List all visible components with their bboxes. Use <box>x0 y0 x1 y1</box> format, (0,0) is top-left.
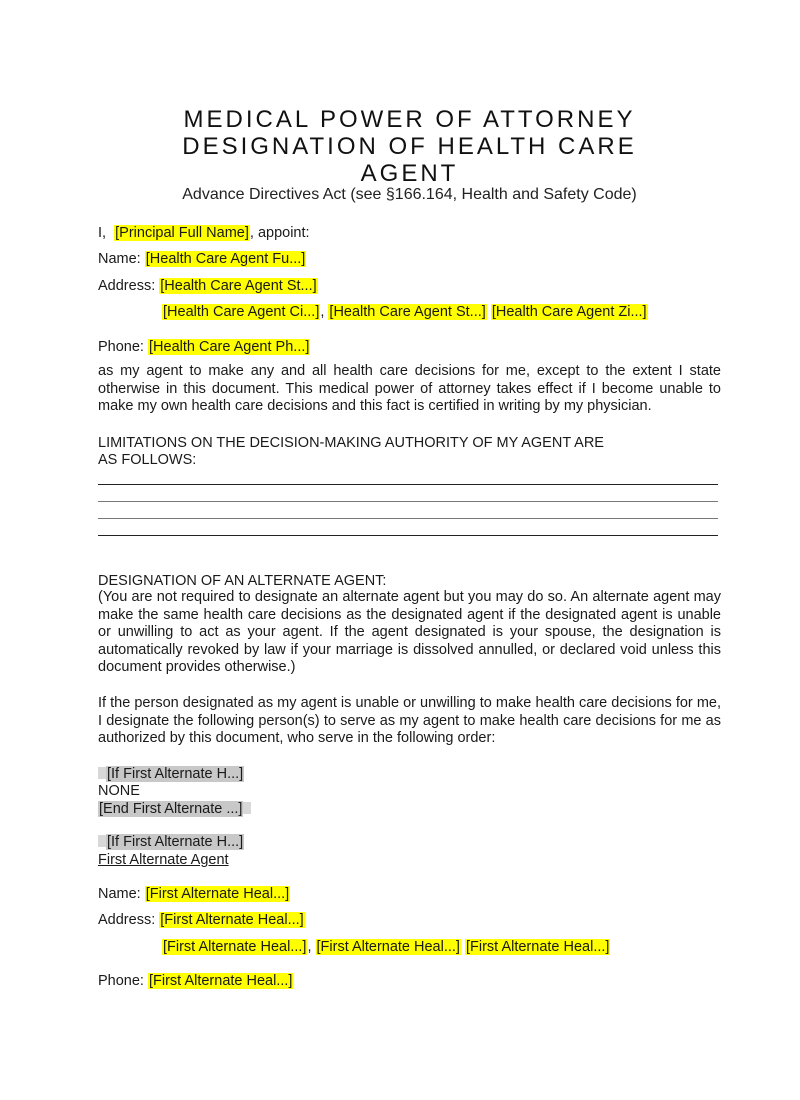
first-alternate-street-field[interactable]: [First Alternate Heal...] <box>160 912 304 928</box>
first-alternate-state-field[interactable]: [First Alternate Heal...] <box>316 939 460 955</box>
first-alternate-name-label: Name: <box>98 886 141 902</box>
first-alternate-zip-field[interactable]: [First Alternate Heal...] <box>466 939 610 955</box>
agent-city-sep: , <box>320 304 325 320</box>
limitations-heading-line-2: AS FOLLOWS: <box>98 452 197 468</box>
conditional-end-marker-icon <box>243 802 251 814</box>
limitations-blank-line-2[interactable] <box>98 501 718 502</box>
limitations-blank-line-4[interactable] <box>98 535 718 536</box>
agent-street-field[interactable]: [Health Care Agent St...] <box>160 278 317 294</box>
agent-name-line <box>98 250 306 268</box>
agent-city-state-zip-line <box>162 303 648 321</box>
agent-address-line <box>98 277 318 295</box>
first-alternate-address-label: Address: <box>98 912 156 928</box>
if-first-alternate-line-1 <box>98 765 244 783</box>
agent-phone-label: Phone: <box>98 339 144 355</box>
if-first-alternate-field-1[interactable]: [If First Alternate H...] <box>107 766 244 782</box>
alternate-heading: DESIGNATION OF AN ALTERNATE AGENT: <box>98 573 387 589</box>
if-first-alternate-field-2[interactable]: [If First Alternate H...] <box>107 834 244 850</box>
first-alternate-city-state-zip-line <box>162 938 610 956</box>
document-title-line-2: DESIGNATION OF HEALTH CARE <box>182 133 637 160</box>
principal-line <box>98 224 310 242</box>
first-alternate-agent-heading: First Alternate Agent <box>98 852 229 868</box>
document-title-line-3: AGENT <box>360 160 459 187</box>
agent-name-label: Name: <box>98 251 141 267</box>
agent-city-field[interactable]: [Health Care Agent Ci...] <box>163 304 320 320</box>
agent-phone-field[interactable]: [Health Care Agent Ph...] <box>149 339 310 355</box>
first-alternate-phone-line <box>98 972 293 990</box>
principal-prefix: I, <box>98 225 107 241</box>
document-subtitle: Advance Directives Act (see §166.164, Health and Safety Code) <box>182 186 637 203</box>
first-alternate-city-field[interactable]: [First Alternate Heal...] <box>163 939 307 955</box>
if-first-alternate-line-2 <box>98 833 244 851</box>
end-first-alternate-field[interactable]: [End First Alternate ...] <box>99 801 243 817</box>
first-alternate-phone-label: Phone: <box>98 973 144 989</box>
agent-name-field[interactable]: [Health Care Agent Fu...] <box>145 251 306 267</box>
alternate-note-paragraph: (You are not required to designate an alternate agent but you may do so. An alternate agent may make the same health care decisions as the designated agent if the designated agent is unable or unwilling to act as your agent. If the agent designated is your spouse, the designation is automatically revoked by law if your marriage is dissolved annulled, or declared void unless this document provides otherwise.) <box>98 589 721 675</box>
end-first-alternate-line <box>98 800 251 818</box>
limitations-heading-line-1: LIMITATIONS ON THE DECISION-MAKING AUTHORITY OF MY AGENT ARE <box>98 435 604 451</box>
principal-suffix: , appoint: <box>249 225 310 241</box>
authority-paragraph: as my agent to make any and all health care decisions for me, except to the extent I state otherwise in this document. This medical power of attorney takes effect if I become unable to make my own health care decisions and this fact is certified in writing by my physician. <box>98 363 721 414</box>
first-alternate-phone-field[interactable]: [First Alternate Heal...] <box>149 973 293 989</box>
first-alternate-name-field[interactable]: [First Alternate Heal...] <box>145 886 290 902</box>
limitations-blank-line-1[interactable] <box>98 484 718 485</box>
none-text: NONE <box>98 783 140 799</box>
document-title-line-1: MEDICAL POWER OF ATTORNEY <box>183 106 636 133</box>
agent-state-field[interactable]: [Health Care Agent St...] <box>329 304 486 320</box>
agent-address-label: Address: <box>98 278 156 294</box>
first-alternate-city-sep: , <box>307 939 312 955</box>
conditional-marker-icon <box>98 835 106 847</box>
agent-phone-line <box>98 338 310 356</box>
limitations-blank-line-3[interactable] <box>98 518 718 519</box>
first-alternate-address-line <box>98 911 305 929</box>
principal-name-field[interactable]: [Principal Full Name] <box>115 225 249 241</box>
first-alternate-name-line <box>98 885 290 903</box>
agent-zip-field[interactable]: [Health Care Agent Zi...] <box>491 304 647 320</box>
conditional-marker-icon <box>98 767 106 779</box>
alternate-order-paragraph: If the person designated as my agent is unable or unwilling to make health care decisions for me, I designate the following person(s) to serve as my agent to make health care decisions for me as authorized by this document, who serve in the following order: <box>98 695 721 746</box>
